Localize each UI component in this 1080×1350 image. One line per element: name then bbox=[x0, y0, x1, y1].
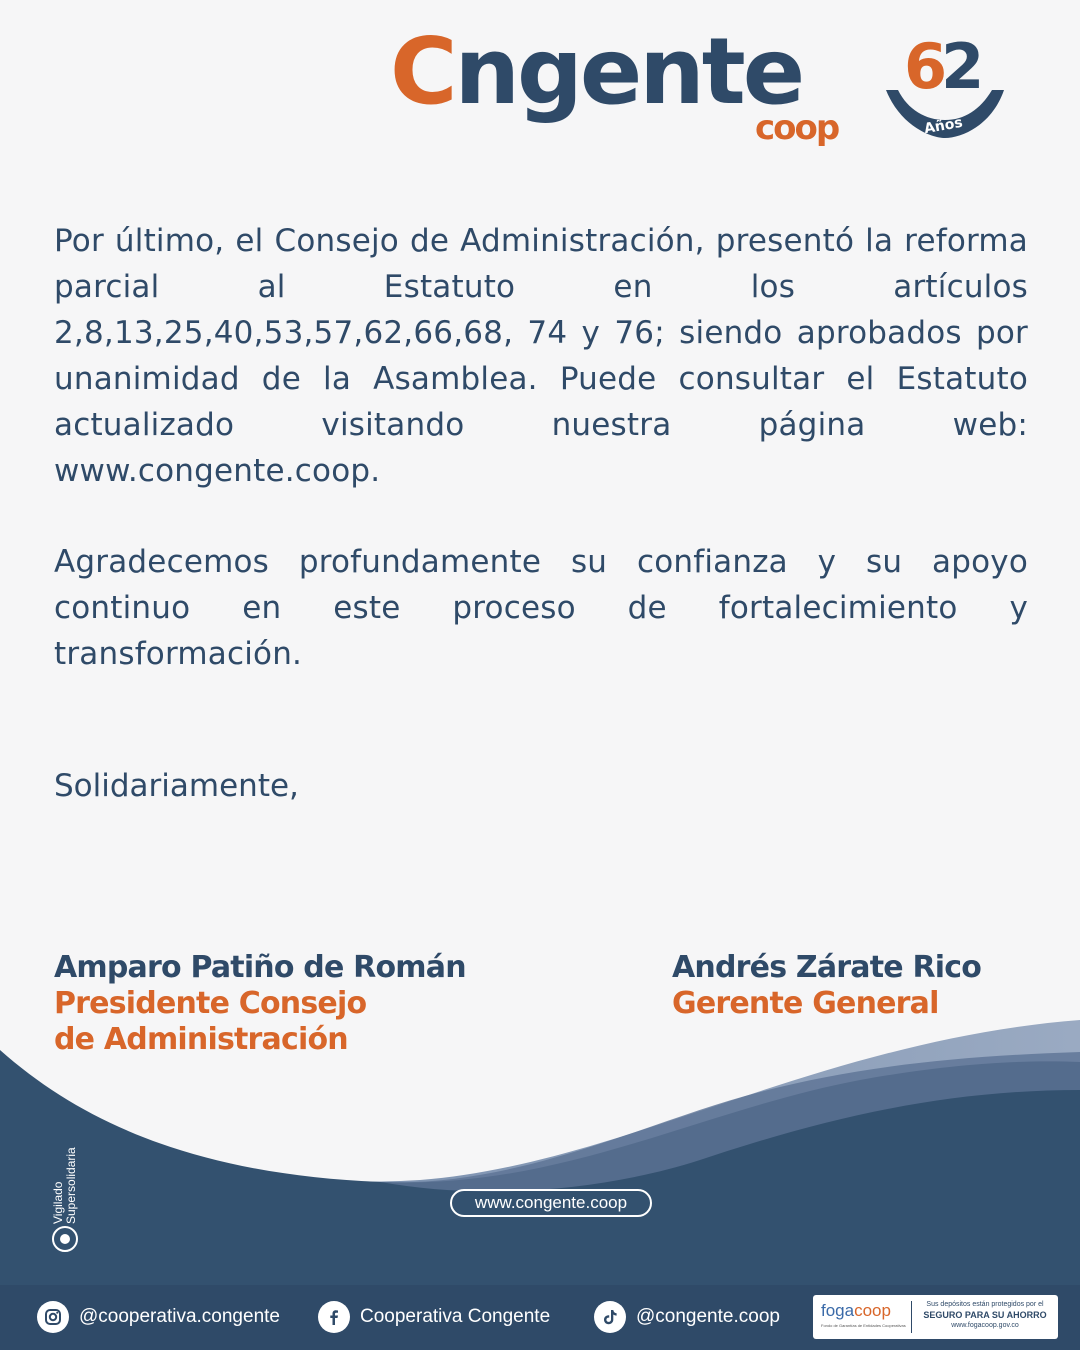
facebook-page: Cooperativa Congente bbox=[360, 1306, 551, 1327]
paragraph-thanks: Agradecemos profundamente su confianza y su apoyo continuo en este proceso de fortalecimiento y transformación. bbox=[54, 544, 1028, 672]
fogacoop-logo: fogacoop bbox=[821, 1301, 891, 1320]
signature-role: Gerente General bbox=[672, 986, 939, 1021]
logo-wordmark: Cngente bbox=[390, 18, 803, 125]
closing-salutation: Solidariamente, bbox=[54, 768, 299, 804]
facebook-link[interactable] bbox=[318, 1299, 550, 1335]
instagram-handle: @cooperativa.congente bbox=[79, 1306, 280, 1327]
supersolidaria-text: Vigilado Supersolidaria bbox=[51, 1147, 78, 1224]
badge-number: 62 bbox=[904, 30, 979, 103]
badge-label: Años bbox=[922, 114, 964, 138]
signature-name: Amparo Patiño de Román bbox=[54, 950, 466, 985]
fogacoop-line2: SEGURO PARA SU AHORRO bbox=[923, 1310, 1047, 1320]
logo-coop-text: coop bbox=[755, 108, 839, 148]
signature-manager bbox=[672, 950, 1032, 1022]
instagram-icon bbox=[37, 1301, 69, 1333]
footer-bar bbox=[0, 1285, 1080, 1350]
fogacoop-divider bbox=[911, 1301, 912, 1333]
anniversary-badge bbox=[880, 30, 1010, 140]
fogacoop-subtitle: Fondo de Garantías de Entidades Cooperativas bbox=[821, 1323, 906, 1328]
website-link[interactable]: www.congente.coop bbox=[450, 1189, 652, 1217]
fogacoop-info bbox=[917, 1300, 1053, 1330]
coat-of-arms-icon bbox=[50, 1224, 80, 1254]
tiktok-link[interactable] bbox=[594, 1299, 780, 1335]
paragraph-statute-reform: Por último, el Consejo de Administración, presentó la reforma parcial al Estatuto en los artículos 2,8,13,25,40,53,57,62,66,68, 74 y 76; siendo aprobados por unanimidad de la Asamblea. Puede consultar el Estatuto actualizado visitando nuestra página web: www.congente.coop. bbox=[54, 223, 1028, 489]
congente-logo bbox=[390, 18, 850, 152]
facebook-icon bbox=[318, 1301, 350, 1333]
supersolidaria-mark bbox=[46, 1120, 86, 1260]
tiktok-icon bbox=[594, 1301, 626, 1333]
instagram-link[interactable] bbox=[37, 1299, 280, 1335]
tiktok-handle: @congente.coop bbox=[636, 1306, 780, 1327]
signature-name: Andrés Zárate Rico bbox=[672, 950, 982, 985]
signature-role: Presidente Consejo de Administración bbox=[54, 986, 367, 1057]
fogacoop-line1: Sus depósitos están protegidos por el bbox=[926, 1301, 1044, 1308]
fogacoop-badge bbox=[813, 1295, 1058, 1339]
signature-president bbox=[54, 950, 524, 1058]
fogacoop-line3: www.fogacoop.gov.co bbox=[951, 1322, 1019, 1329]
